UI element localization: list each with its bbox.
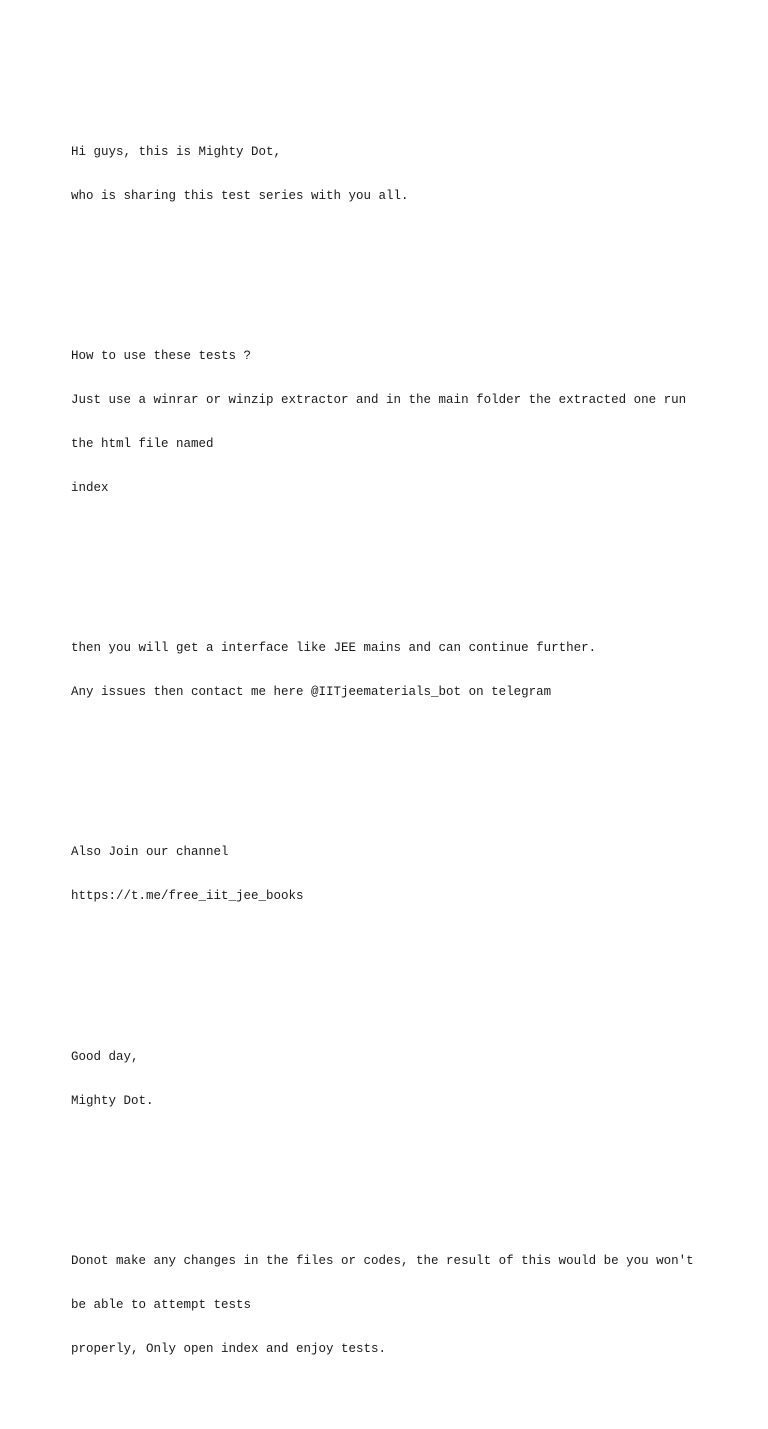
paragraph-instructions xyxy=(71,320,711,524)
paragraph-greeting xyxy=(71,116,711,233)
text-line: properly, Only open index and enjoy tests. xyxy=(71,1341,387,1356)
text-line: then you will get a interface like JEE mains and can continue further. xyxy=(71,641,597,656)
text-line: Mighty Dot. xyxy=(71,1093,154,1108)
text-line: the html file named xyxy=(71,436,214,451)
paragraph-gap xyxy=(71,758,711,773)
text-line: Just use a winrar or winzip extractor and in the main folder the extracted one run xyxy=(71,393,687,408)
paragraph-signoff xyxy=(71,1021,711,1138)
text-line: Good day, xyxy=(71,1049,139,1064)
paragraph-warning xyxy=(71,1225,711,1386)
text-line: index xyxy=(71,480,109,495)
paragraph-gap xyxy=(71,962,711,977)
paragraph-channel xyxy=(71,816,711,933)
text-line: Any issues then contact me here @IITjeematerials_bot on telegram xyxy=(71,684,552,699)
text-line: Donot make any changes in the files or codes, the result of this would be you won't xyxy=(71,1254,694,1269)
paragraph-gap xyxy=(71,1167,711,1182)
text-line: How to use these tests ? xyxy=(71,349,252,364)
channel-link-text: https://t.me/free_iit_jee_books xyxy=(71,889,304,904)
text-line: Also Join our channel xyxy=(71,845,229,860)
text-line: Hi guys, this is Mighty Dot, xyxy=(71,144,282,159)
text-line: who is sharing this test series with you all. xyxy=(71,188,409,203)
text-line: be able to attempt tests xyxy=(71,1297,252,1312)
paragraph-gap xyxy=(71,262,711,277)
document-body xyxy=(71,72,711,1429)
paragraph-gap xyxy=(71,554,711,569)
paragraph-contact xyxy=(71,612,711,729)
